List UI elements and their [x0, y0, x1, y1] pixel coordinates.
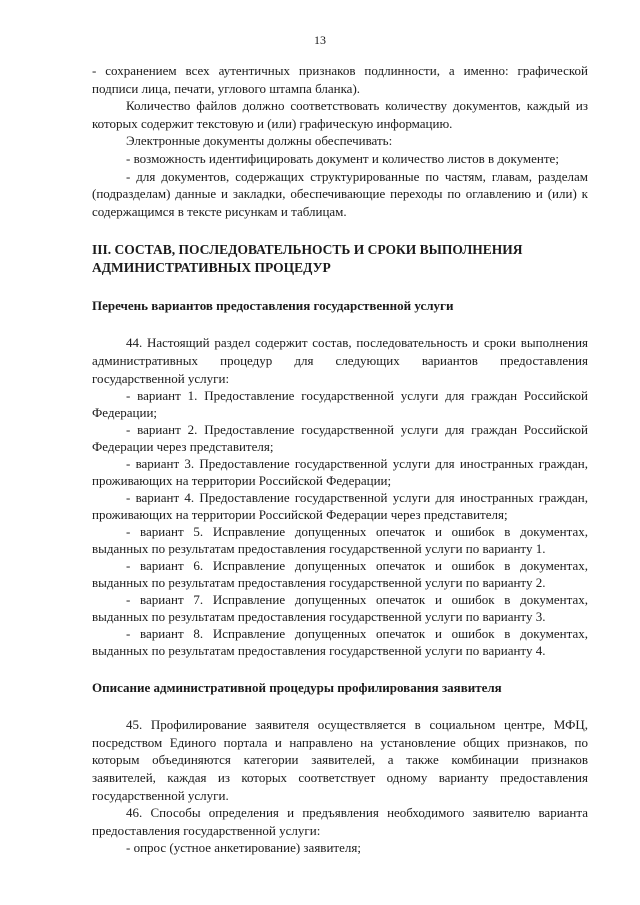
intro-paragraph: Количество файлов должно соответствовать количеству документов, каждый из которых содержит текстовую и (или) графическую информацию.	[92, 98, 588, 131]
document-body	[92, 62, 588, 857]
variant-item: - вариант 5. Исправление допущенных опечаток и ошибок в документах, выданных по результатам предоставления государственной услуги по варианту 1.	[92, 524, 588, 557]
variant-item: - вариант 8. Исправление допущенных опечаток и ошибок в документах, выданных по результатам предоставления государственной услуги по варианту 4.	[92, 626, 588, 659]
paragraph-44: 44. Настоящий раздел содержит состав, последовательность и сроки выполнения административных процедур для следующих вариантов предоставления государственной услуги:	[92, 335, 588, 386]
variant-item: - вариант 1. Предоставление государственной услуги для граждан Российской Федерации;	[92, 388, 588, 421]
paragraph-46: 46. Способы определения и предъявления необходимого заявителю варианта предоставления государственной услуги:	[92, 805, 588, 838]
intro-paragraph: - возможность идентифицировать документ и количество листов в документе;	[126, 150, 559, 166]
intro-paragraph: Электронные документы должны обеспечивать:	[126, 133, 393, 149]
method-item: - опрос (устное анкетирование) заявителя;	[126, 840, 361, 856]
section-title-line1: III. СОСТАВ, ПОСЛЕДОВАТЕЛЬНОСТЬ И СРОКИ ВЫПОЛНЕНИЯ	[92, 242, 523, 258]
intro-paragraph: - для документов, содержащих структурированные по частям, главам, разделам (подразделам) данные и закладки, обеспечивающие переходы по оглавлению и (или) к содержащимся в тексте рисункам и таблицам.	[92, 168, 588, 219]
subsection-title-variants: Перечень вариантов предоставления государственной услуги	[92, 298, 454, 314]
variant-item: - вариант 4. Предоставление государственной услуги для иностранных граждан, проживающих на территории Российской Федерации через представителя;	[92, 490, 588, 523]
variant-item: - вариант 6. Исправление допущенных опечаток и ошибок в документах, выданных по результатам предоставления государственной услуги по варианту 2.	[92, 558, 588, 591]
variant-item: - вариант 2. Предоставление государственной услуги для граждан Российской Федерации через представителя;	[92, 422, 588, 455]
subsection-title-profiling: Описание административной процедуры профилирования заявителя	[92, 680, 502, 696]
intro-paragraph: - сохранением всех аутентичных признаков подлинности, а именно: графической подписи лица, печати, углового штампа бланка).	[92, 63, 588, 96]
variant-item: - вариант 7. Исправление допущенных опечаток и ошибок в документах, выданных по результатам предоставления государственной услуги по варианту 3.	[92, 592, 588, 625]
paragraph-45: 45. Профилирование заявителя осуществляется в социальном центре, МФЦ, посредством Единого портала и направлено на установление общих признаков, по которым объединяются категории заявителей, а также комбинации признаков заявителей, каждая из которых соответствует одному варианту предоставления государственной услуги.	[92, 717, 588, 803]
section-title-line2: АДМИНИСТРАТИВНЫХ ПРОЦЕДУР	[92, 260, 331, 276]
page-number: 13	[314, 33, 326, 47]
variant-item: - вариант 3. Предоставление государственной услуги для иностранных граждан, проживающих на территории Российской Федерации;	[92, 456, 588, 489]
